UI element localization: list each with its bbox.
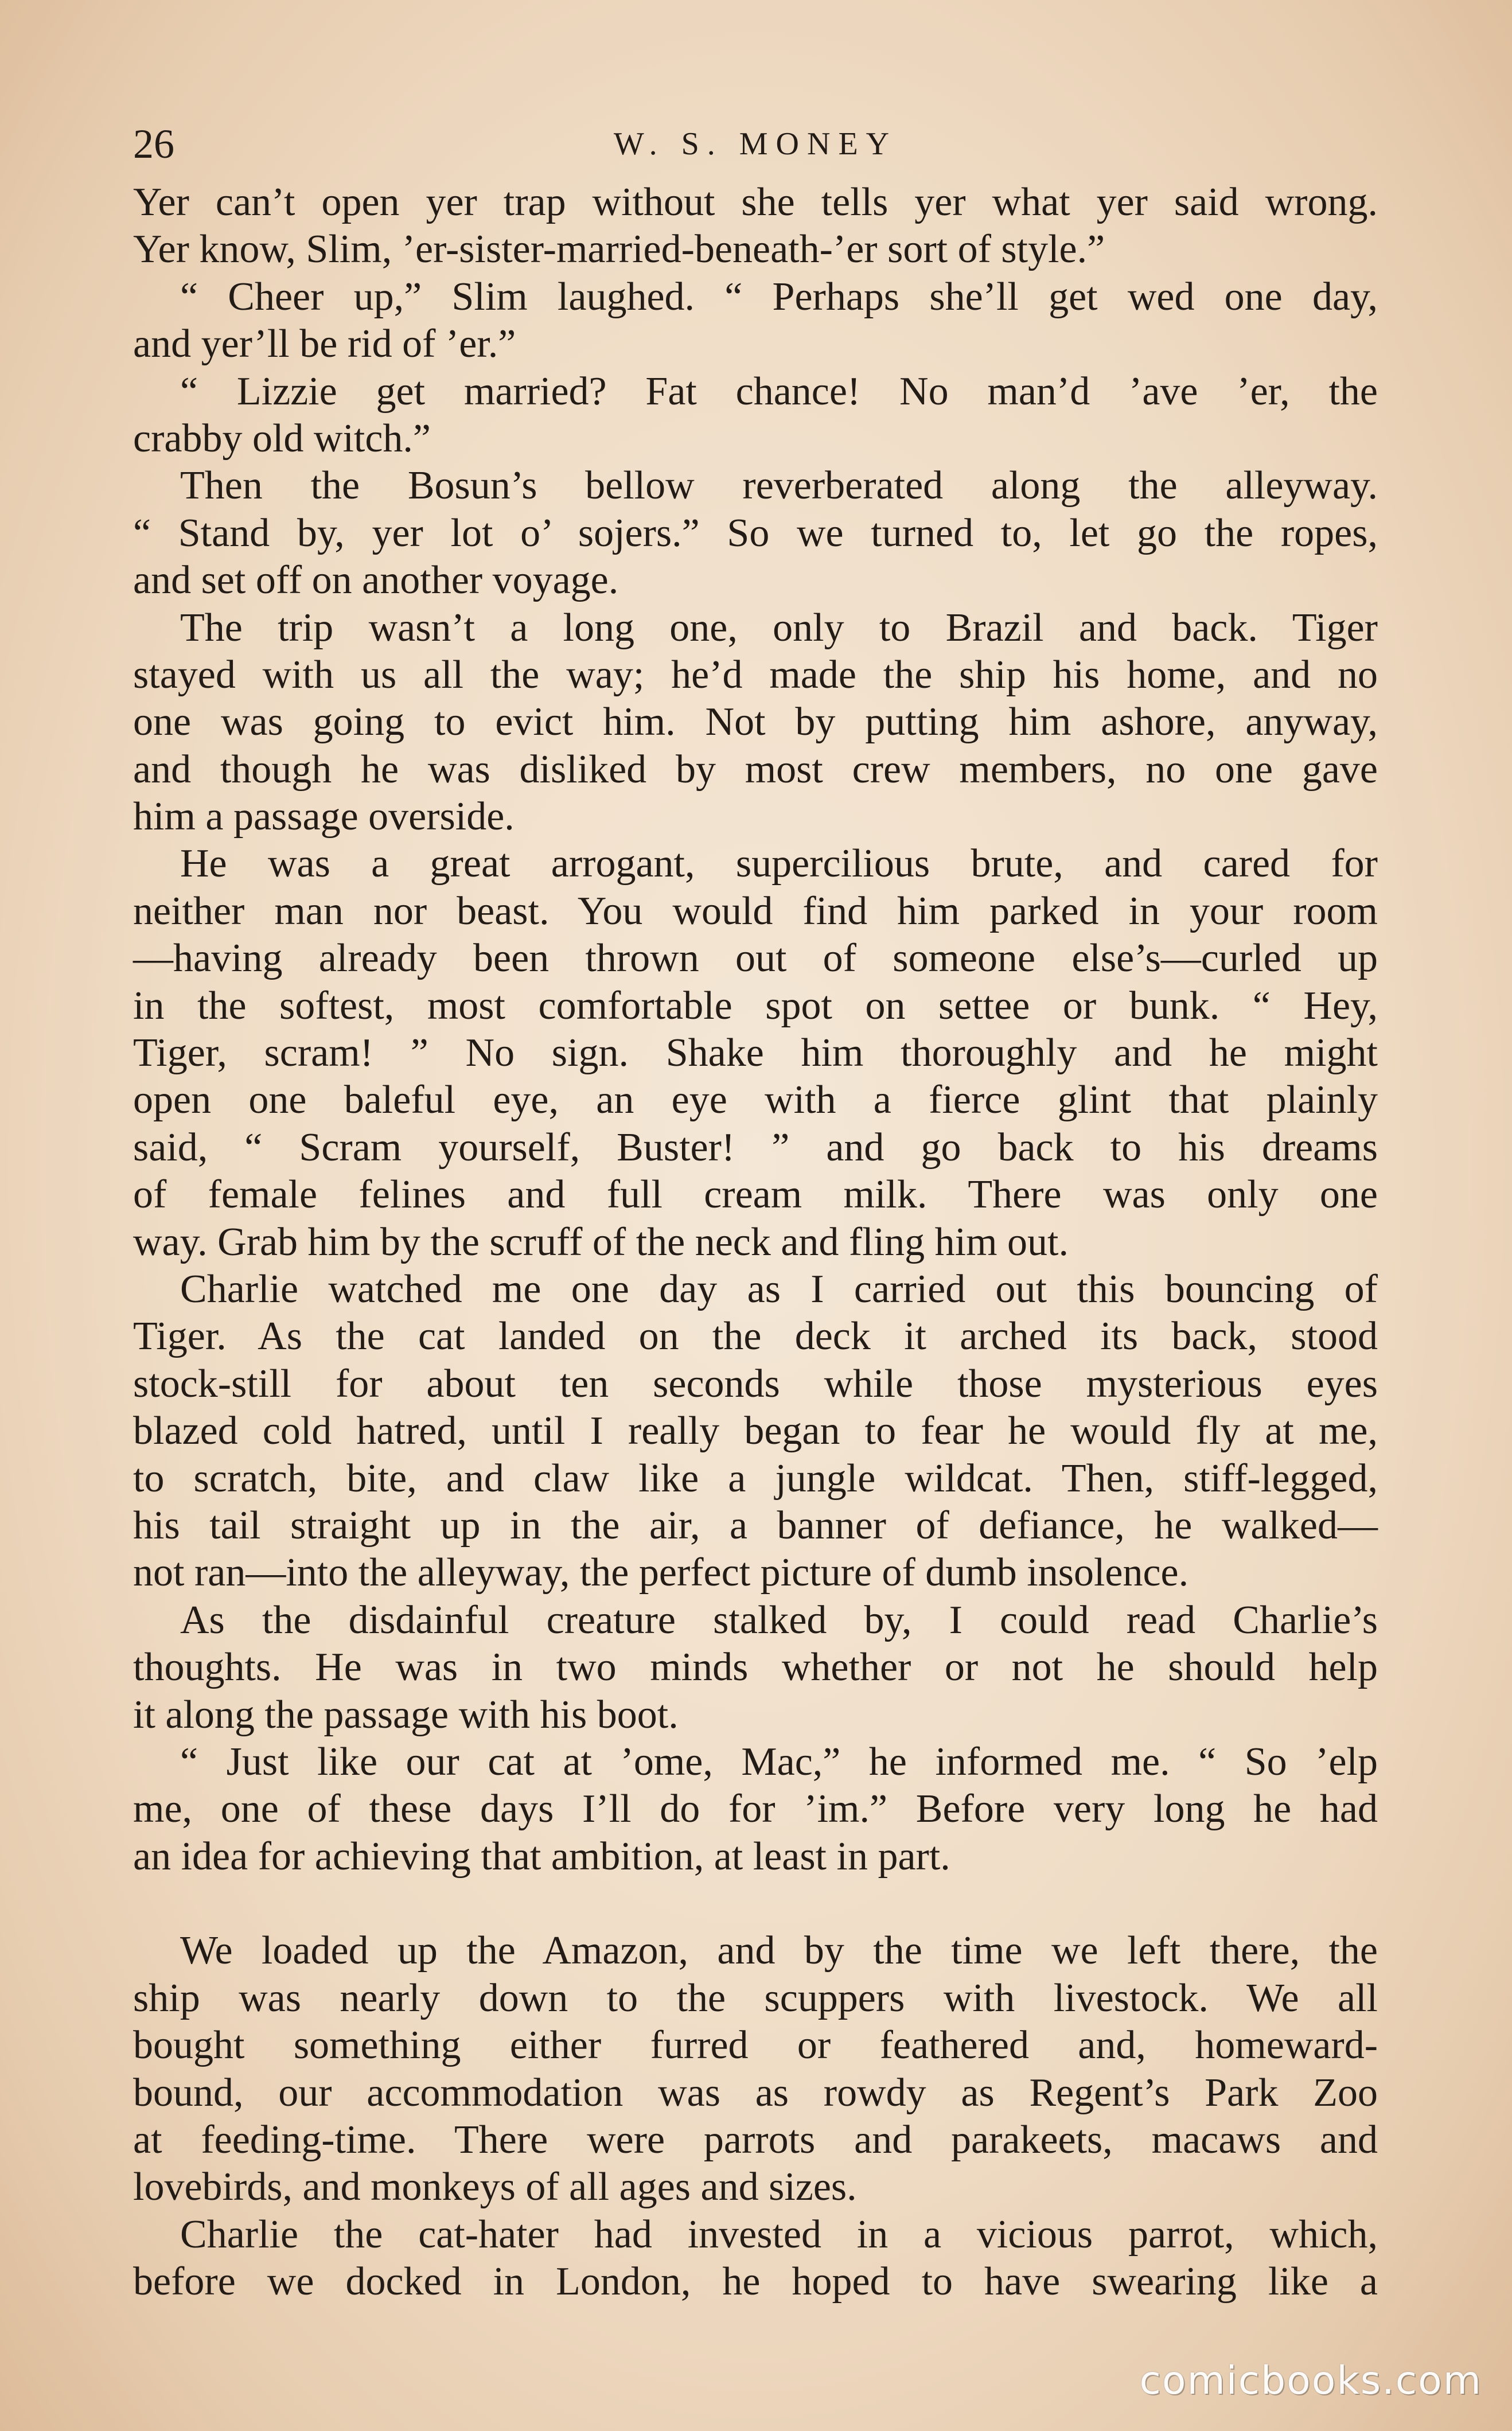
text-line: to scratch, bite, and claw like a jungle wildcat. Then, stiff-legged, xyxy=(133,1456,1378,1501)
section-break xyxy=(133,1880,1378,1927)
text-line: him a passage overside. xyxy=(133,794,515,839)
text-line: As the disdainful creature stalked by, I could read Charlie’s xyxy=(180,1598,1378,1642)
text-line: —having already been thrown out of someone else’s—curled up xyxy=(133,936,1378,981)
text-line: and yer’ll be rid of ’er.” xyxy=(133,322,516,367)
text-line: Charlie the cat-hater had invested in a vicious parrot, which, xyxy=(180,2212,1378,2257)
text-line: and though he was disliked by most crew members, no one gave xyxy=(133,747,1378,792)
text-line: it along the passage with his boot. xyxy=(133,1692,679,1737)
text-line: Yer know, Slim, ’er-sister-married-beneath-’er sort of style.” xyxy=(133,227,1105,272)
text-line: not ran—into the alleyway, the perfect picture of dumb insolence. xyxy=(133,1550,1189,1595)
text-line: “ Cheer up,” Slim laughed. “ Perhaps she’ll get wed one day, xyxy=(180,274,1378,319)
text-line: thoughts. He was in two minds whether or not he should help xyxy=(133,1645,1378,1690)
text-line: open one baleful eye, an eye with a fierce glint that plainly xyxy=(133,1078,1378,1123)
text-line: Yer can’t open yer trap without she tells yer what yer said wrong. xyxy=(133,180,1378,224)
text-line: of female felines and full cream milk. There was only one xyxy=(133,1172,1378,1217)
text-line: neither man nor beast. You would find him parked in your room xyxy=(133,889,1378,933)
text-line: me, one of these days I’ll do for ’im.” Before very long he had xyxy=(133,1787,1378,1832)
text-line: stayed with us all the way; he’d made the ship his home, and no xyxy=(133,652,1378,697)
text-line: He was a great arrogant, supercilious brute, and cared for xyxy=(180,842,1378,886)
text-line: “ Just like our cat at ’ome, Mac,” he informed me. “ So ’elp xyxy=(180,1739,1378,1784)
text-line: crabby old witch.” xyxy=(133,416,431,461)
text-line: ship was nearly down to the scuppers with livestock. We all xyxy=(133,1976,1378,2020)
text-line: blazed cold hatred, until I really began to fear he would fly at me, xyxy=(133,1409,1378,1454)
text-line: “ Lizzie get married? Fat chance! No man’d ’ave ’er, the xyxy=(180,369,1378,414)
text-line: before we docked in London, he hoped to have swearing like a xyxy=(133,2259,1378,2304)
text-line: We loaded up the Amazon, and by the time we left there, the xyxy=(180,1929,1378,1973)
text-line: and set off on another voyage. xyxy=(133,558,619,603)
watermark: comicbooks.com xyxy=(1139,2358,1482,2403)
text-line: lovebirds, and monkeys of all ages and sizes. xyxy=(133,2165,857,2210)
text-line: one was going to evict him. Not by putting him ashore, anyway, xyxy=(133,700,1378,745)
running-head: W. S. MONEY xyxy=(613,126,898,162)
text-line: stock-still for about ten seconds while those mysterious eyes xyxy=(133,1361,1378,1406)
text-line: bound, our accommodation was as rowdy as Regent’s Park Zoo xyxy=(133,2070,1378,2115)
text-line: an idea for achieving that ambition, at least in part. xyxy=(133,1834,950,1879)
text-line: Charlie watched me one day as I carried out this bouncing of xyxy=(180,1267,1378,1311)
text-line: in the softest, most comfortable spot on settee or bunk. “ Hey, xyxy=(133,983,1378,1028)
text-line: “ Stand by, yer lot o’ sojers.” So we turned to, let go the ropes, xyxy=(133,511,1378,555)
page-number: 26 xyxy=(133,121,174,167)
body-text xyxy=(133,179,1378,2306)
page-header xyxy=(133,112,1378,176)
text-line: way. Grab him by the scruff of the neck and fling him out. xyxy=(133,1220,1069,1264)
text-line: Tiger, scram! ” No sign. Shake him thoroughly and he might xyxy=(133,1031,1378,1076)
text-line: bought something either furred or feathered and, homeward- xyxy=(133,2023,1378,2068)
text-line: Then the Bosun’s bellow reverberated along the alleyway. xyxy=(180,463,1378,508)
text-line: said, “ Scram yourself, Buster! ” and go back to his dreams xyxy=(133,1125,1378,1170)
text-line: at feeding-time. There were parrots and parakeets, macaws and xyxy=(133,2118,1378,2163)
text-line: The trip wasn’t a long one, only to Brazil and back. Tiger xyxy=(180,605,1378,650)
text-line: his tail straight up in the air, a banner of defiance, he walked— xyxy=(133,1503,1378,1548)
text-line: Tiger. As the cat landed on the deck it arched its back, stood xyxy=(133,1314,1378,1359)
